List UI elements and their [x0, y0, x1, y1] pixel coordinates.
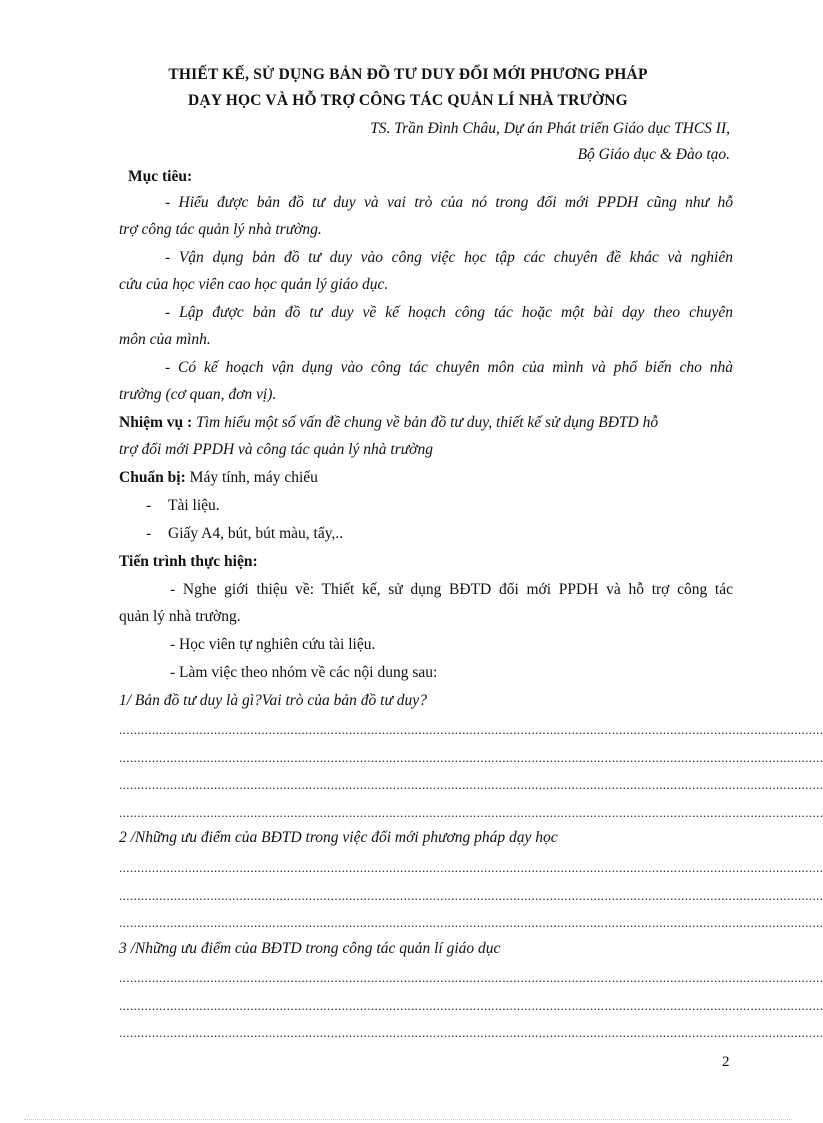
- prep-item-2-dash: -: [146, 525, 152, 542]
- answer-line-1-2: .................................................................................................................................................................................................: [119, 750, 823, 765]
- answer-line-1-4: .................................................................................................................................................................................................: [119, 805, 823, 820]
- question-1: 1/ Bản đồ tư duy là gì?Vai trò của bản đồ tư duy?: [119, 692, 427, 709]
- objectives-heading: Mục tiêu:: [128, 168, 193, 185]
- task-label: Nhiệm vụ :: [119, 414, 193, 431]
- objective-3-line-2: môn của mình.: [119, 331, 211, 348]
- task-line-1: [119, 413, 733, 433]
- prep-item-1-dash: -: [146, 497, 152, 514]
- objective-1-line-1: - Hiểu được bản đồ tư duy và vai trò của nó trong đổi mới PPDH cũng như hỗ: [165, 194, 733, 211]
- objective-4-line-1: - Có kế hoạch vận dụng vào công tác chuyên môn của mình và phổ biến cho nhà: [165, 359, 733, 376]
- process-step-3: - Làm việc theo nhóm về các nội dung sau:: [170, 664, 438, 681]
- prep-line: [119, 468, 318, 488]
- process-step-1-line-2: quản lý nhà trường.: [119, 608, 241, 625]
- answer-line-2-2: .................................................................................................................................................................................................: [119, 888, 823, 903]
- process-step-2: - Học viên tự nghiên cứu tài liệu.: [170, 636, 376, 653]
- question-3: 3 /Những ưu điểm của BĐTD trong công tác quản lí giáo dục: [119, 940, 501, 957]
- process-step-1-line-1: - Nghe giới thiệu về: Thiết kế, sử dụng BĐTD đổi mới PPDH và hỗ trợ công tác: [170, 581, 733, 598]
- prep-text: Máy tính, máy chiếu: [189, 469, 318, 486]
- process-heading: Tiến trình thực hiện:: [119, 553, 258, 570]
- prep-item-2: Giấy A4, bút, bút màu, tẩy,..: [168, 525, 344, 542]
- objective-3-line-1: - Lập được bản đồ tư duy về kế hoạch công tác hoặc một bài dạy theo chuyên: [165, 304, 733, 321]
- author-line-1: TS. Trần Đình Châu, Dự án Phát triển Giáo dục THCS II,: [370, 120, 730, 137]
- author-line-2: Bộ Giáo dục & Đào tạo.: [577, 146, 730, 163]
- answer-line-1-3: .................................................................................................................................................................................................: [119, 777, 823, 792]
- task-line-2: trợ đổi mới PPDH và công tác quản lý nhà trường: [119, 441, 433, 458]
- title-line-2: DẠY HỌC VÀ HỖ TRỢ CÔNG TÁC QUẢN LÍ NHÀ TRƯỜNG: [188, 92, 628, 109]
- page-number: 2: [722, 1054, 730, 1070]
- answer-line-2-1: .................................................................................................................................................................................................: [119, 860, 823, 875]
- objective-2-line-2: cứu của học viên cao học quản lý giáo dục.: [119, 276, 389, 293]
- answer-line-3-2: .................................................................................................................................................................................................: [119, 998, 823, 1013]
- objective-4-line-2: trường (cơ quan, đơn vị).: [119, 386, 277, 403]
- objective-1-line-2: trợ công tác quản lý nhà trường.: [119, 221, 322, 238]
- title-line-1: THIẾT KẾ, SỬ DỤNG BẢN ĐỒ TƯ DUY ĐỔI MỚI PHƯƠNG PHÁP: [168, 66, 648, 83]
- prep-item-1: Tài liệu.: [168, 497, 220, 514]
- answer-line-1-1: .................................................................................................................................................................................................: [119, 722, 823, 737]
- answer-line-3-3: .................................................................................................................................................................................................: [119, 1025, 823, 1040]
- prep-label: Chuẩn bị:: [119, 469, 186, 486]
- question-2: 2 /Những ưu điểm của BĐTD trong việc đổi mới phương pháp dạy học: [119, 829, 558, 846]
- answer-line-2-3: .................................................................................................................................................................................................: [119, 915, 823, 930]
- page-bottom-divider: [24, 1119, 792, 1120]
- objective-2-line-1: - Vận dụng bản đồ tư duy vào công việc học tập các chuyên đề khác và nghiên: [165, 249, 733, 266]
- task-text-1: Tìm hiểu một số vấn đề chung về bản đồ tư duy, thiết kế sử dụng BĐTD hỗ: [196, 414, 659, 431]
- answer-line-3-1: .................................................................................................................................................................................................: [119, 970, 823, 985]
